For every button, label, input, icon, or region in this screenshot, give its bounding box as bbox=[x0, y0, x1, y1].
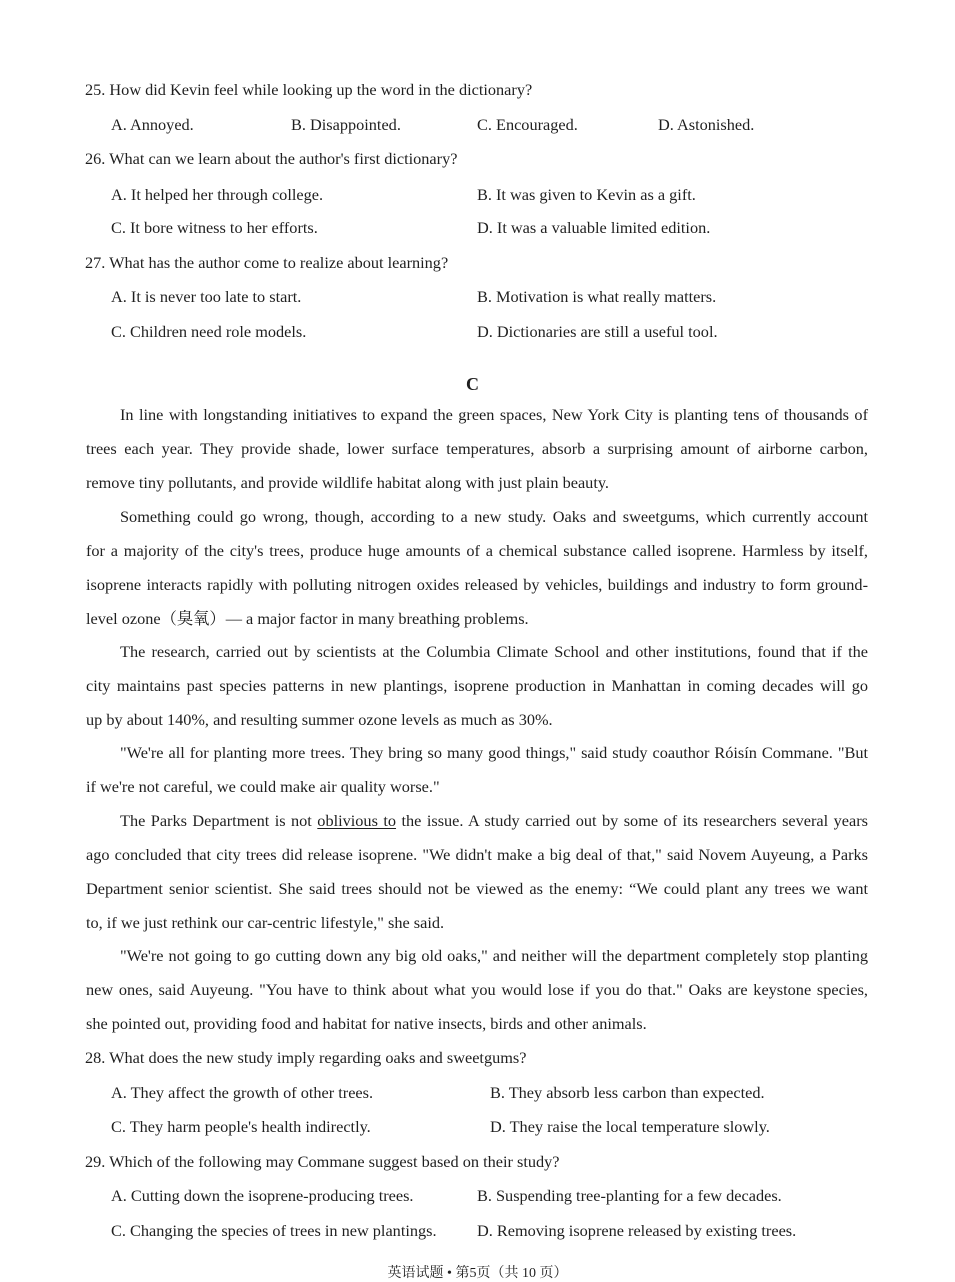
passage-text: The Parks Department is not bbox=[120, 811, 318, 830]
question-26: 26. What can we learn about the author's first dictionary? bbox=[85, 149, 458, 168]
passage-line: remove tiny pollutants, and provide wildlife habitat along with just plain beauty. bbox=[86, 473, 610, 492]
q28-option-d: D. They raise the local temperature slowly. bbox=[490, 1117, 770, 1136]
passage-line: ago concluded that city trees did release isoprene. "We didn't make a big deal of that," said Novem Auyeung, a Parks bbox=[86, 845, 868, 864]
passage-line: trees each year. They provide shade, lower surface temperatures, absorb a surprising amount of airborne carbon, bbox=[86, 439, 868, 458]
q29-option-c: C. Changing the species of trees in new plantings. bbox=[111, 1221, 437, 1240]
q29-option-a: A. Cutting down the isoprene-producing trees. bbox=[111, 1186, 414, 1205]
section-heading: C bbox=[466, 374, 479, 394]
passage-line: if we're not careful, we could make air quality worse." bbox=[86, 777, 440, 796]
passage-line: The research, carried out by scientists at the Columbia Climate School and other institutions, found that if the bbox=[120, 642, 868, 661]
underlined-phrase: oblivious to bbox=[317, 811, 397, 830]
q29-option-d: D. Removing isoprene released by existing trees. bbox=[477, 1221, 797, 1240]
passage-line: isoprene interacts rapidly with polluting nitrogen oxides released by vehicles, buildings and industry to form ground- bbox=[86, 575, 868, 594]
passage-line: city maintains past species patterns in new plantings, isoprene production in Manhattan in coming decades will go bbox=[86, 676, 868, 695]
q25-option-c: C. Encouraged. bbox=[477, 115, 578, 134]
question-25: 25. How did Kevin feel while looking up the word in the dictionary? bbox=[85, 80, 533, 99]
q27-option-d: D. Dictionaries are still a useful tool. bbox=[477, 322, 718, 341]
q26-option-a: A. It helped her through college. bbox=[111, 185, 324, 204]
q27-option-a: A. It is never too late to start. bbox=[111, 287, 302, 306]
passage-paragraph-1 bbox=[86, 398, 868, 500]
passage-paragraph-5 bbox=[86, 804, 868, 940]
q25-option-d: D. Astonished. bbox=[658, 115, 755, 134]
q28-option-c: C. They harm people's health indirectly. bbox=[111, 1117, 371, 1136]
q27-option-b: B. Motivation is what really matters. bbox=[477, 287, 717, 306]
passage-line: up by about 140%, and resulting summer ozone levels as much as 30%. bbox=[86, 710, 553, 729]
q25-option-a: A. Annoyed. bbox=[111, 115, 194, 134]
q27-option-c: C. Children need role models. bbox=[111, 322, 307, 341]
q28-option-b: B. They absorb less carbon than expected. bbox=[490, 1083, 765, 1102]
passage-paragraph-4 bbox=[86, 736, 868, 804]
passage-line: Something could go wrong, though, according to a new study. Oaks and sweetgums, which currently account bbox=[120, 507, 868, 526]
passage-line: to, if we just rethink our car-centric lifestyle," she said. bbox=[86, 913, 445, 932]
passage-line: for a majority of the city's trees, produce huge amounts of a chemical substance called isoprene. Harmless by itself, bbox=[86, 541, 868, 560]
q26-option-b: B. It was given to Kevin as a gift. bbox=[477, 185, 696, 204]
passage-line: In line with longstanding initiatives to expand the green spaces, New York City is planting tens of thousands of bbox=[120, 405, 868, 424]
passage-line: Department senior scientist. She said trees should not be viewed as the enemy: “We could plant any trees we want bbox=[86, 879, 868, 898]
q28-option-a: A. They affect the growth of other trees. bbox=[111, 1083, 374, 1102]
question-27: 27. What has the author come to realize about learning? bbox=[85, 253, 449, 272]
passage-line: new ones, said Auyeung. "You have to think about what you would lose if you do that." Oaks are keystone species, bbox=[86, 980, 868, 999]
passage-paragraph-2 bbox=[86, 500, 868, 636]
passage-text: the issue. A study carried out by some of its researchers several years bbox=[396, 811, 868, 830]
page-footer: 英语试题 • 第5页（共 10 页） bbox=[387, 1266, 568, 1281]
passage-paragraph-6 bbox=[86, 939, 868, 1041]
passage-line: level ozone（臭氧）— a major factor in many breathing problems. bbox=[86, 609, 529, 628]
passage-paragraph-3 bbox=[86, 635, 868, 737]
q25-option-b: B. Disappointed. bbox=[291, 115, 401, 134]
passage-line: she pointed out, providing food and habitat for native insects, birds and other animals. bbox=[86, 1014, 647, 1033]
passage-line: "We're not going to go cutting down any big old oaks," and neither will the department completely stop planting bbox=[120, 946, 868, 965]
q26-option-d: D. It was a valuable limited edition. bbox=[477, 218, 711, 237]
question-28: 28. What does the new study imply regarding oaks and sweetgums? bbox=[85, 1048, 527, 1067]
q26-option-c: C. It bore witness to her efforts. bbox=[111, 218, 318, 237]
q29-option-b: B. Suspending tree-planting for a few decades. bbox=[477, 1186, 782, 1205]
passage-line: "We're all for planting more trees. They bring so many good things," said study coauthor Róisín Commane. "But bbox=[120, 743, 868, 762]
passage-line-with-underline bbox=[86, 804, 868, 838]
question-29: 29. Which of the following may Commane suggest based on their study? bbox=[85, 1152, 560, 1171]
